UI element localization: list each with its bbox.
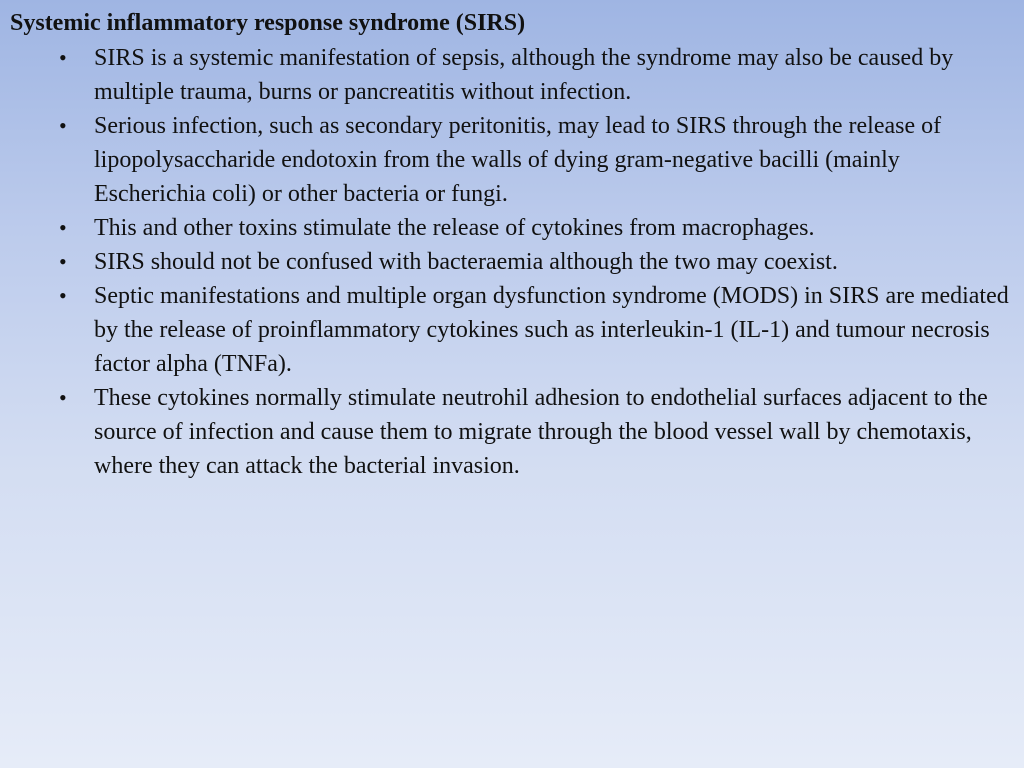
bullet-dot-icon: • bbox=[59, 113, 67, 138]
bullet-dot-icon: • bbox=[59, 215, 67, 240]
bullet-item bbox=[59, 41, 1009, 109]
bullet-item bbox=[59, 381, 1009, 483]
slide-title: Systemic inflammatory response syndrome (SIRS) bbox=[10, 10, 526, 36]
bullet-text: These cytokines normally stimulate neutrohil adhesion to endothelial surfaces adjacent to the source of infection and cause them to migrate through the blood vessel wall by chemotaxis, where they can attack the bacterial invasion. bbox=[94, 385, 988, 479]
bullet-item bbox=[59, 245, 1009, 279]
bullet-item bbox=[59, 279, 1009, 381]
bullet-text: Serious infection, such as secondary peritonitis, may lead to SIRS through the release of lipopolysaccharide endotoxin from the walls of dying gram-negative bacilli (mainly Escherichia coli) or other bacteria or fungi. bbox=[94, 113, 942, 207]
bullet-item bbox=[59, 211, 1009, 245]
bullet-dot-icon: • bbox=[59, 45, 67, 70]
bullet-text: This and other toxins stimulate the release of cytokines from macrophages. bbox=[94, 215, 815, 241]
bullet-dot-icon: • bbox=[59, 249, 67, 274]
bullet-list bbox=[59, 41, 1009, 483]
bullet-text: Septic manifestations and multiple organ dysfunction syndrome (MODS) in SIRS are mediated by the release of proinflammatory cytokines such as interleukin-1 (IL-1) and tumour necrosis factor alpha (TNFa). bbox=[94, 283, 1009, 377]
bullet-text: SIRS should not be confused with bacteraemia although the two may coexist. bbox=[94, 249, 838, 275]
bullet-dot-icon: • bbox=[59, 283, 67, 308]
bullet-dot-icon: • bbox=[59, 385, 67, 410]
bullet-text: SIRS is a systemic manifestation of sepsis, although the syndrome may also be caused by multiple trauma, burns or pancreatitis without infection. bbox=[94, 45, 954, 105]
bullet-item bbox=[59, 109, 1009, 211]
